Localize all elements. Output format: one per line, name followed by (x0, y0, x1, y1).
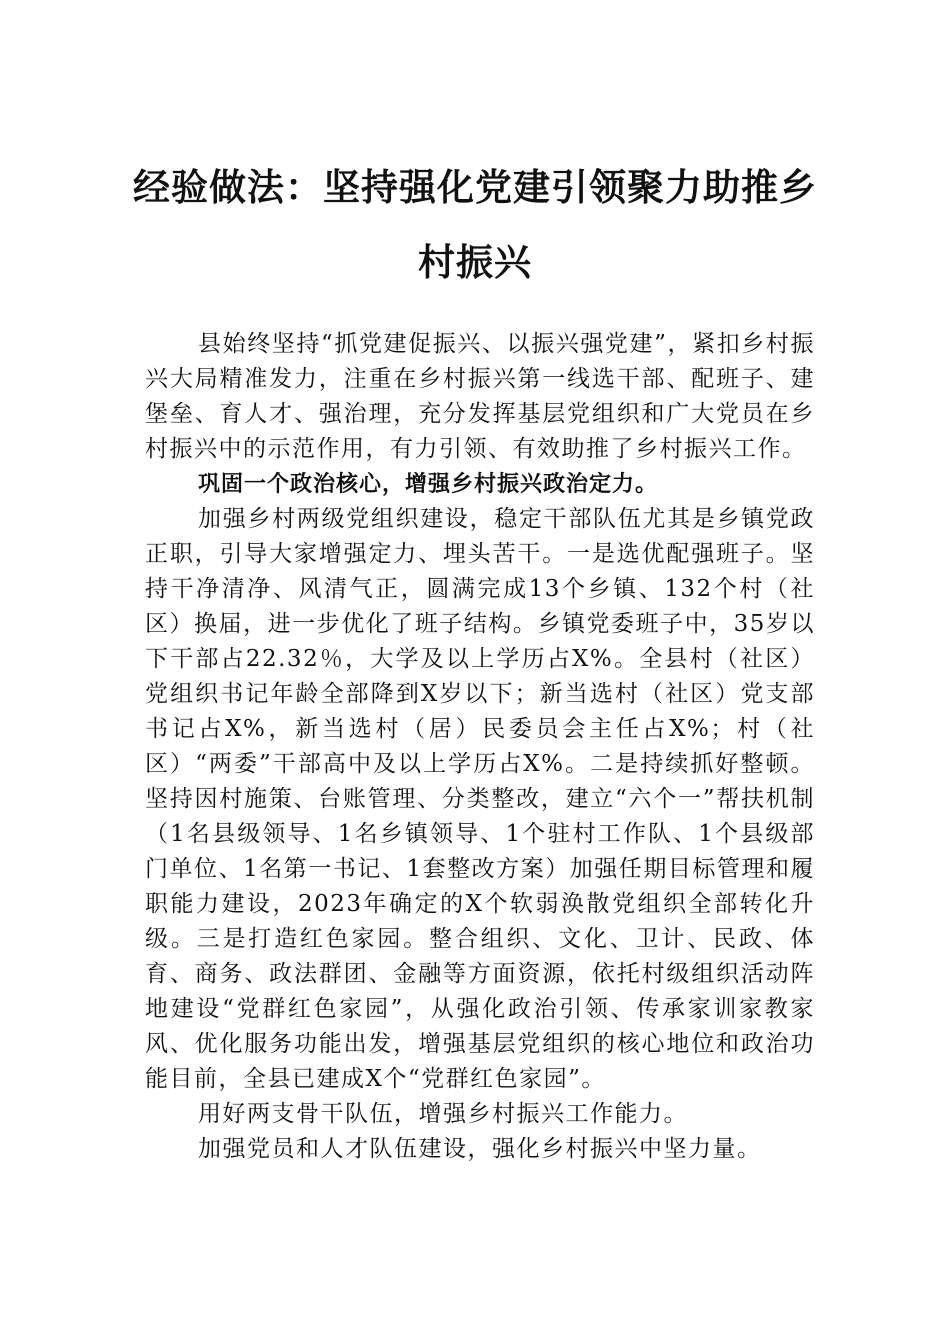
section-1-heading: 巩固一个政治核心，增强乡村振兴政治定力。 (198, 472, 659, 497)
document-title (120, 150, 830, 300)
section-1-paragraph: 加强乡村两级党组织建设，稳定干部队伍尤其是乡镇党政正职，引导大家增强定力、埋头苦干。一是选优配强班子。坚持干净清净、风清气正，圆满完成13个乡镇、132个村（社区）换届，进一步优化了班子结构。乡镇党委班子中，35岁以下干部占22.32％，大学及以上学历占X%。全县村（社区）党组织书记年龄全部降到X岁以下；新当选村（社区）党支部书记占X%，新当选村（居）民委员会主任占X%；村（社区）“两委”干部高中及以上学历占X%。二是持续抓好整顿。坚持因村施策、台账管理、分类整改，建立“六个一”帮扶机制（1名县级领导、1名乡镇领导、1个驻村工作队、1个县级部门单位、1名第一书记、1套整改方案）加强任期目标管理和履职能力建设，2023年确定的X个软弱涣散党组织全部转化升级。三是打造红色家园。整合组织、文化、卫计、民政、体育、商务、政法群团、金融等方面资源，依托村级组织活动阵地建设“党群红色家园”，从强化政治引领、传承家训家教家风、优化服务功能出发，增强基层党组织的核心地位和政治功能目前，全县已建成X个“党群红色家园”。 (145, 506, 815, 1092)
title-line-1: 经验做法：坚持强化党建引领聚力助推乡 (133, 166, 817, 209)
document-body (145, 327, 815, 1167)
section-2-heading: 用好两支骨干队伍，增强乡村振兴工作能力。 (198, 1101, 688, 1127)
intro-paragraph: 县始终坚持“抓党建促振兴、以振兴强党建”，紧扣乡村振兴大局精准发力，注重在乡村振兴第一线选干部、配班子、建堡垒、育人才、强治理，充分发挥基层党组织和广大党员在乡村振兴中的示范作用，有力引领、有效助推了乡村振兴工作。 (145, 331, 815, 462)
section-2-paragraph: 加强党员和人才队伍建设，强化乡村振兴中坚力量。 (198, 1136, 762, 1162)
title-line-2: 村振兴 (418, 241, 532, 284)
